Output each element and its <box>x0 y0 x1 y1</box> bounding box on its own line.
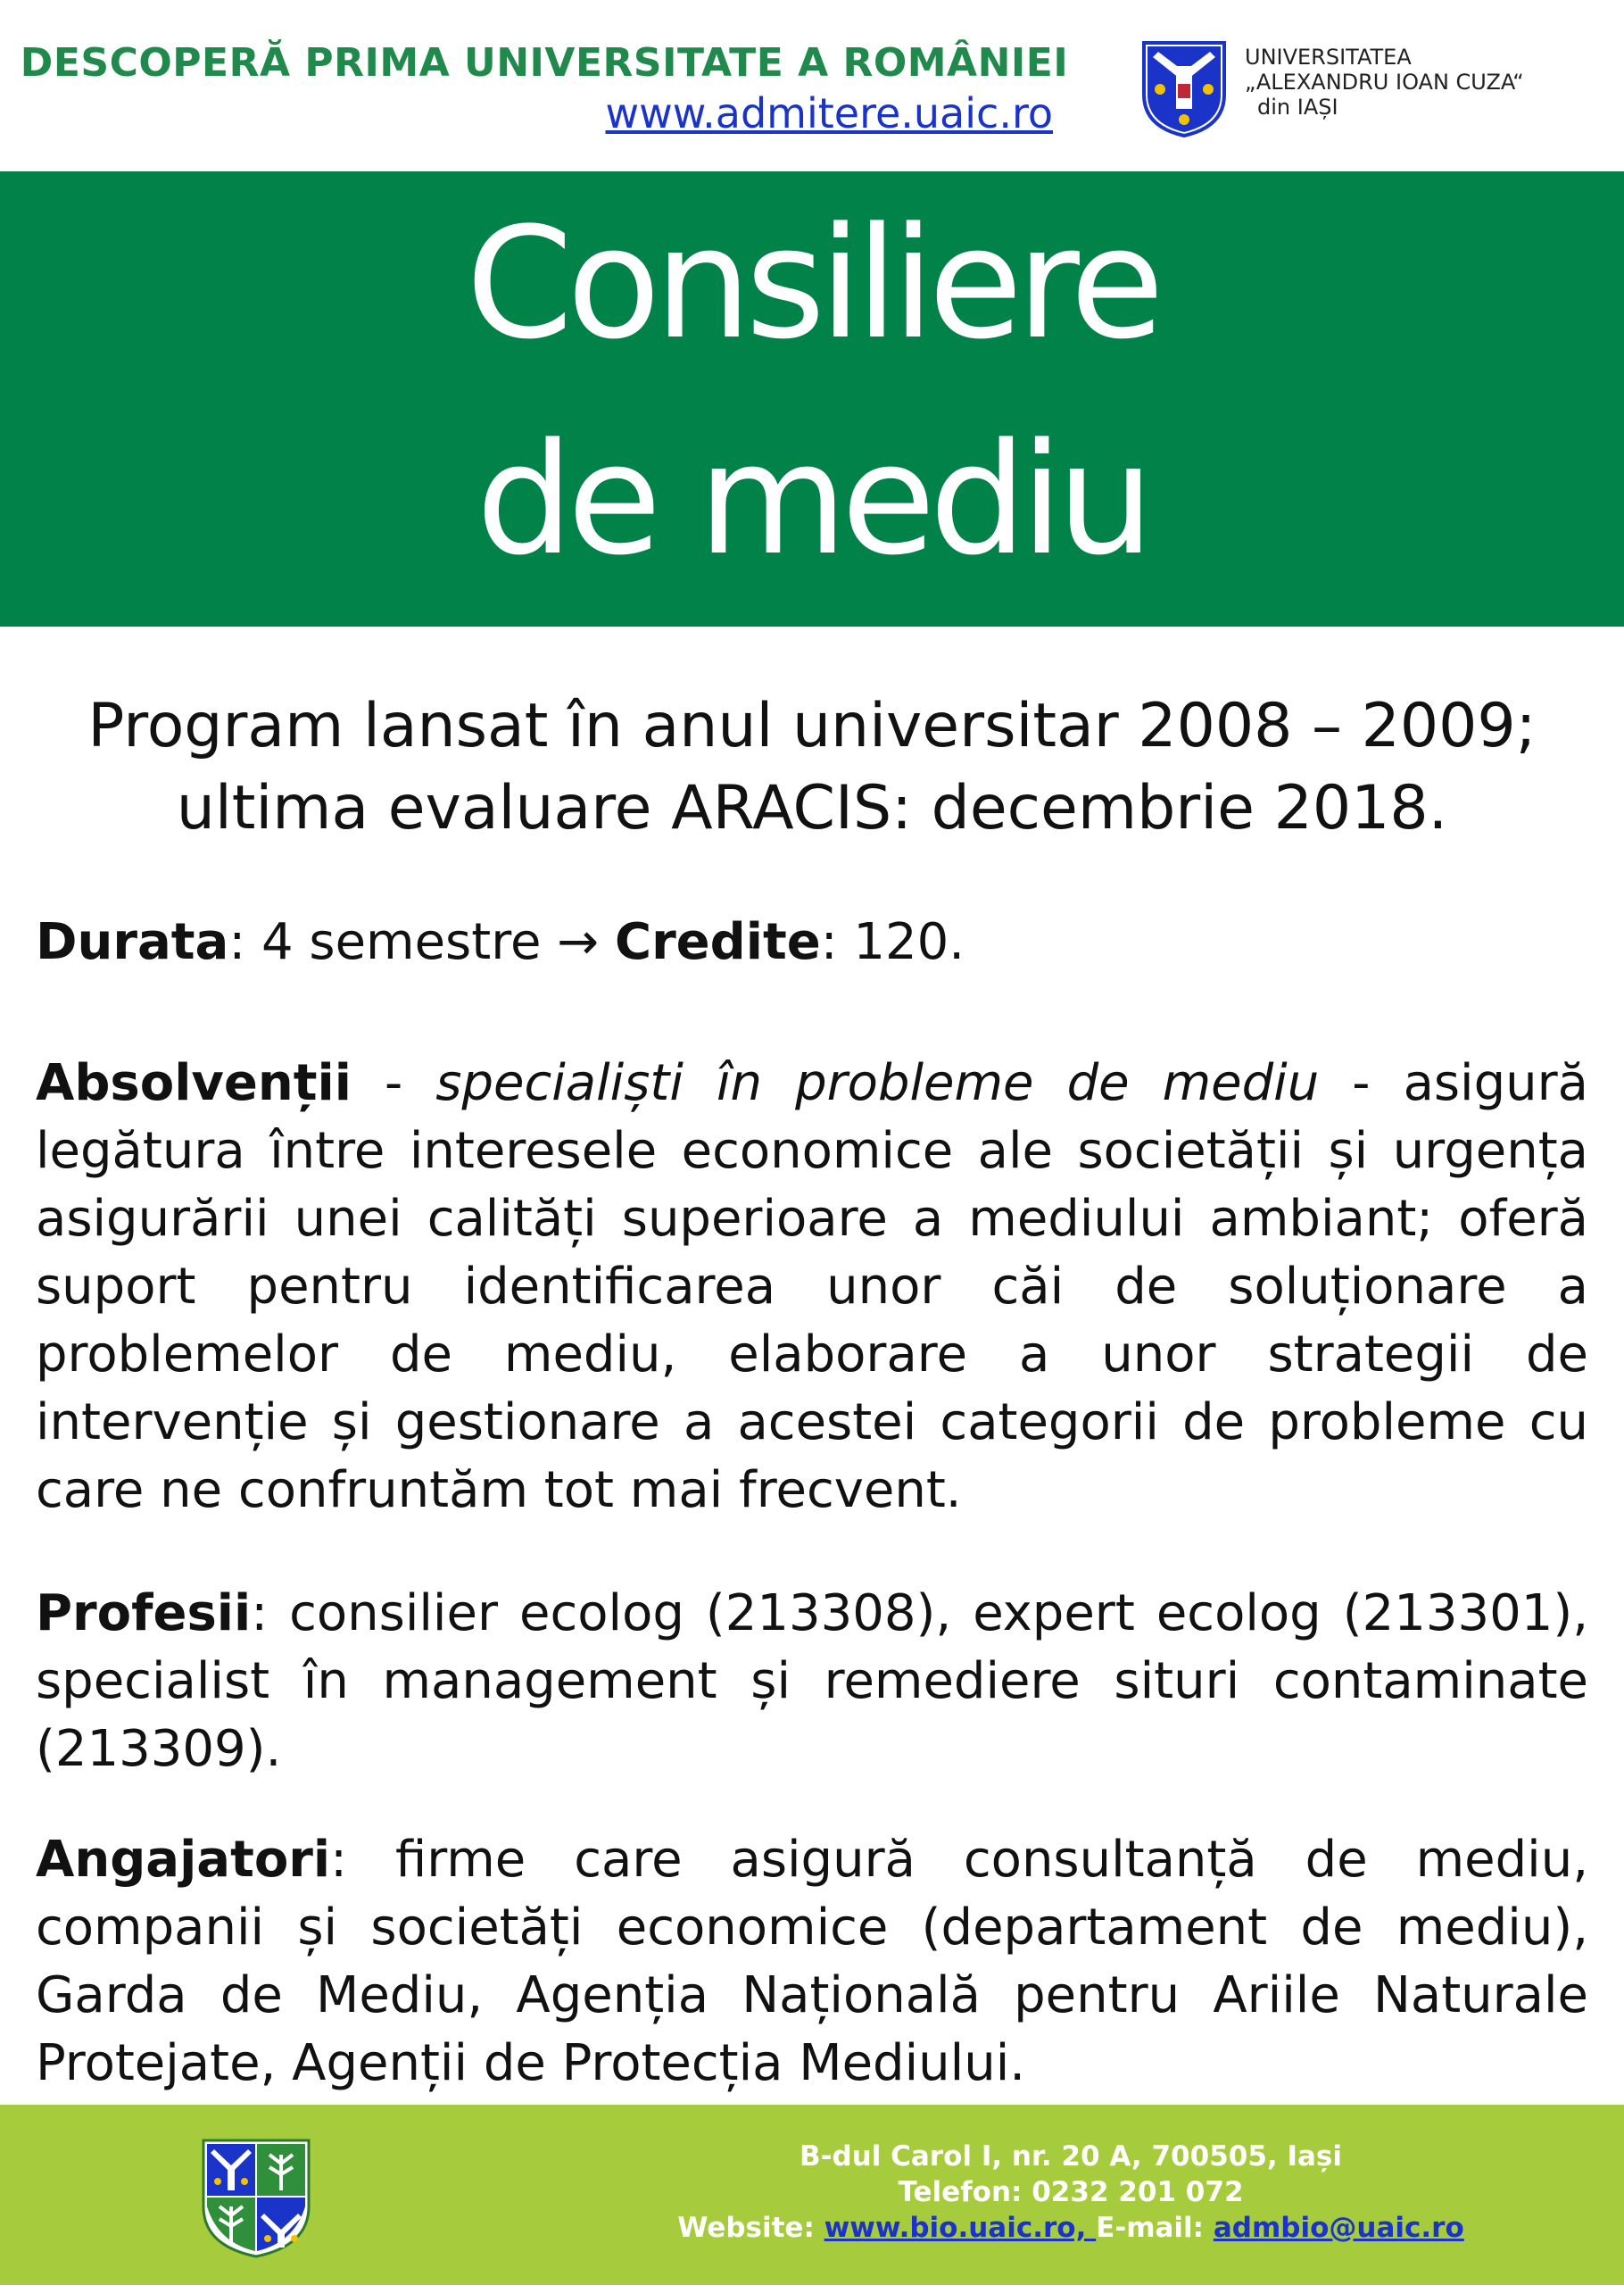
program-title-line2: de mediu <box>476 410 1148 589</box>
program-evaluation-info: ultima evaluare ARACIS: decembrie 2018. <box>176 773 1448 843</box>
faculty-crest-icon <box>200 2137 312 2260</box>
duration-label: Durata <box>36 913 229 971</box>
professions-paragraph <box>36 1580 1588 1783</box>
graduates-dash: - <box>351 1054 436 1112</box>
faculty-website-link[interactable]: www.bio.uaic.ro, <box>824 2212 1097 2244</box>
university-crest-icon <box>1140 39 1228 139</box>
footer-address: B-dul Carol I, nr. 20 A, 700505, Iași <box>799 2140 1343 2173</box>
program-title-line1: Consiliere <box>466 194 1158 373</box>
header-tagline: DESCOPERĂ PRIMA UNIVERSITATE A ROMÂNIEI <box>20 40 1069 86</box>
university-name-line3: din IAȘI <box>1257 95 1338 120</box>
graduates-paragraph <box>36 1050 1588 1525</box>
faculty-email-link[interactable]: admbio@uaic.ro <box>1213 2212 1464 2244</box>
footer-phone: Telefon: 0232 201 072 <box>898 2176 1244 2208</box>
footer-contact-line <box>625 2212 1517 2244</box>
graduates-label: Absolvenții <box>36 1054 352 1112</box>
employers-label: Angajatori <box>36 1831 331 1889</box>
duration-value: : 4 semestre → <box>228 913 615 971</box>
university-name-line2: „ALEXANDRU IOAN CUZA“ <box>1245 70 1524 95</box>
credits-label: Credite <box>614 913 821 971</box>
graduates-text: - asigură legătura între interesele economice ale societății și urgența asigurării unei calități superioare a mediului ambiant; oferă suport pentru identificarea unor căi de soluționare a problemelor de mediu, elaborare a unor strategii de intervenție și gestionare a acestei categorii de probleme cu care ne confruntăm tot mai frecvent. <box>36 1054 1588 1519</box>
credits-value: : 120. <box>820 913 965 971</box>
footer-website-label: Website: <box>677 2212 824 2244</box>
title-banner <box>0 171 1624 627</box>
university-name <box>1245 45 1524 120</box>
admission-website-link[interactable]: www.admitere.uaic.ro <box>605 89 1053 137</box>
duration-paragraph <box>36 909 1588 976</box>
employers-paragraph <box>36 1826 1588 2098</box>
professions-text: : consilier ecolog (213308), expert ecolog (213301), specialist în management și remediere situri contaminate (213309). <box>36 1584 1588 1778</box>
employers-text: : firme care asigură consultanță de mediu, companii și societăți economice (departament de mediu), Garda de Mediu, Agenția Națională pentru Ariile Naturale Protejate, Agenții de Protecția Mediului. <box>36 1831 1588 2092</box>
footer-email-label: E-mail: <box>1096 2212 1214 2244</box>
graduates-emphasis: specialiști în probleme de mediu <box>435 1054 1320 1112</box>
professions-label: Profesii <box>36 1584 252 1642</box>
university-name-line1: UNIVERSITATEA <box>1245 45 1412 70</box>
program-launch-info: Program lansat în anul universitar 2008 – 2009; <box>87 691 1537 761</box>
footer-banner <box>0 2105 1624 2285</box>
